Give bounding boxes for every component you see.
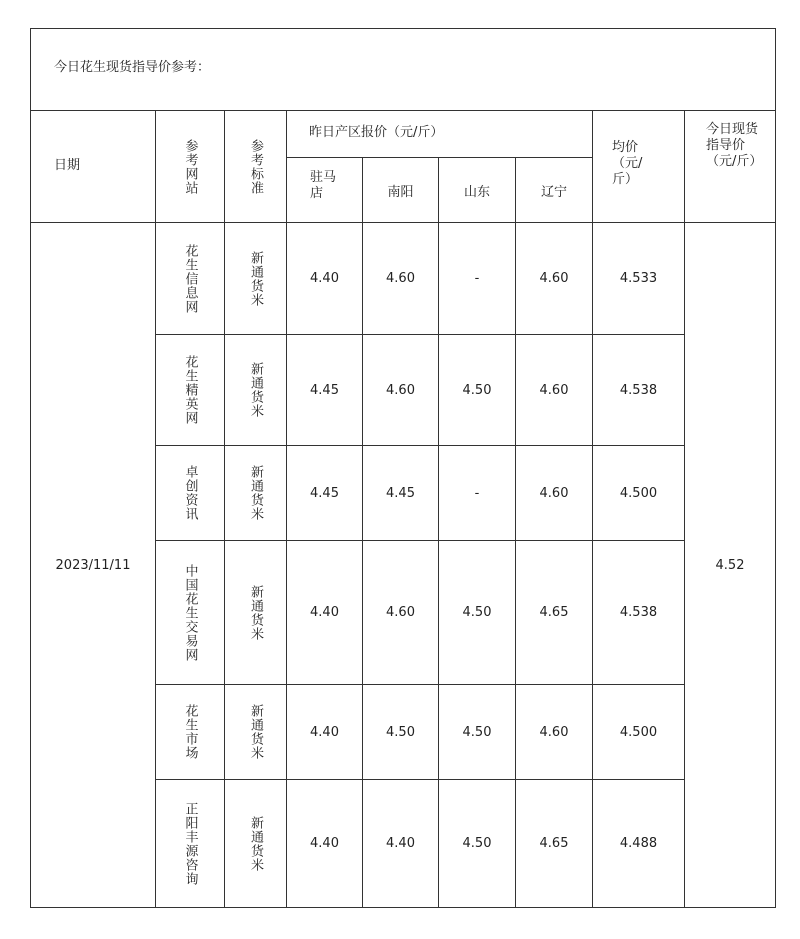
price-liaoning: 4.60 (539, 382, 569, 398)
site-cell (156, 780, 224, 907)
header-site (156, 111, 224, 222)
guide-price-cell: 4.52 (715, 557, 745, 573)
price-shandong: 4.50 (462, 605, 492, 620)
date-cell: 2023/11/11 (55, 557, 131, 573)
site-cell (156, 335, 224, 445)
price-zhumadian: 4.45 (310, 382, 339, 398)
price-average: 4.538 (619, 605, 658, 620)
site-label: 花生精英网 (182, 355, 198, 425)
price-shandong: - (474, 485, 480, 501)
site-label: 花生市场 (182, 704, 198, 760)
divider (30, 110, 776, 111)
price-nanyang: 4.60 (386, 605, 415, 620)
standard-cell (225, 541, 286, 684)
price-average: 4.488 (619, 836, 658, 851)
price-average: 4.500 (619, 485, 658, 501)
standard-label: 新通货米 (248, 250, 263, 307)
table-caption: 今日花生现货指导价参考： (54, 60, 211, 75)
price-shandong: 4.50 (462, 836, 492, 851)
site-label: 正阳丰源咨询 (182, 801, 198, 886)
standard-label: 新通货米 (248, 815, 263, 872)
header-date: 日期 (54, 158, 81, 173)
price-average: 4.533 (619, 271, 658, 286)
site-cell (156, 223, 224, 334)
site-cell (156, 685, 224, 779)
site-label: 卓创资讯 (182, 465, 198, 521)
price-zhumadian: 4.45 (310, 485, 339, 501)
standard-cell (225, 223, 286, 334)
price-liaoning: 4.65 (539, 836, 569, 851)
standard-label: 新通货米 (248, 584, 263, 641)
price-nanyang: 4.40 (386, 836, 415, 851)
standard-cell (225, 335, 286, 445)
price-nanyang: 4.60 (386, 382, 415, 398)
header-guide-price: 今日现货指导价（元/斤） (706, 122, 763, 169)
site-label: 中国花生交易网 (182, 563, 198, 662)
site-cell (156, 541, 224, 684)
price-liaoning: 4.65 (539, 605, 569, 620)
standard-cell (225, 780, 286, 907)
price-liaoning: 4.60 (539, 724, 569, 740)
price-zhumadian: 4.40 (310, 271, 339, 286)
standard-label: 新通货米 (248, 362, 263, 418)
header-average: 均价（元/斤） (612, 140, 643, 187)
price-nanyang: 4.60 (386, 271, 415, 286)
header-site-label: 参考网站 (182, 138, 198, 195)
header-standard-label: 参考标准 (248, 138, 263, 195)
price-liaoning: 4.60 (539, 271, 569, 286)
price-average: 4.500 (619, 724, 658, 740)
standard-label: 新通货米 (248, 704, 263, 760)
standard-cell (225, 685, 286, 779)
price-zhumadian: 4.40 (310, 605, 339, 620)
header-shandong: 山东 (463, 184, 490, 200)
price-zhumadian: 4.40 (310, 836, 339, 851)
site-cell (156, 446, 224, 540)
price-zhumadian: 4.40 (310, 724, 339, 740)
header-zhumadian: 驻马店 (310, 170, 337, 201)
standard-cell (225, 446, 286, 540)
price-liaoning: 4.60 (539, 485, 569, 501)
header-liaoning: 辽宁 (540, 184, 567, 200)
header-standard (225, 111, 286, 222)
price-shandong: 4.50 (462, 724, 492, 740)
price-nanyang: 4.45 (386, 485, 415, 501)
site-label: 花生信息网 (182, 243, 198, 314)
header-region-group: 昨日产区报价（元/斤） (309, 125, 444, 140)
price-nanyang: 4.50 (386, 724, 415, 740)
price-average: 4.538 (619, 382, 658, 398)
price-shandong: 4.50 (462, 382, 492, 398)
header-nanyang: 南阳 (387, 184, 414, 200)
price-shandong: - (474, 271, 480, 286)
standard-label: 新通货米 (248, 465, 263, 521)
